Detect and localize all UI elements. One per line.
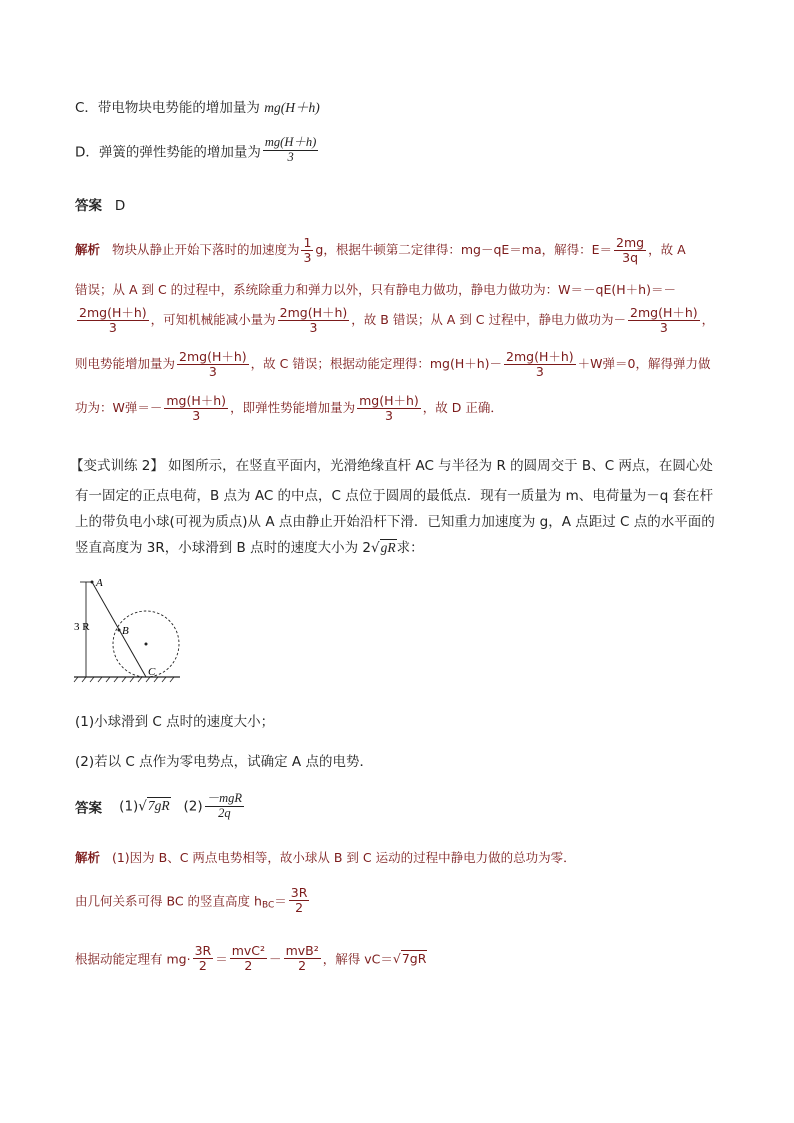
label-c: C [148, 666, 156, 678]
fraction-num: 2mg(H＋h) [79, 305, 147, 320]
text: 功为：W弹＝－ [75, 399, 163, 415]
text: － [269, 951, 282, 967]
option-c-label: C．带电物块电势能的增加量为 [75, 100, 265, 116]
text: ＝ [215, 951, 228, 967]
fraction-den: 2 [244, 957, 253, 973]
fraction [301, 236, 313, 265]
label-a: A [96, 577, 103, 589]
fraction [614, 236, 646, 265]
text: ，故 B 错误；从 A 到 C 过程中，静电力做功为－ [351, 311, 626, 327]
fraction-num: 2mg(H＋h) [179, 349, 247, 364]
analysis-2-line-1 [75, 848, 576, 866]
fraction [628, 306, 700, 335]
text: ，即弹性势能增加量为 [230, 399, 356, 415]
text: ，解得 vC＝ [322, 951, 393, 967]
text: (1)小球滑到 C 点时的速度大小； [75, 714, 275, 730]
text: ， [701, 311, 715, 327]
analysis-label: 解析 [75, 850, 101, 865]
fraction-den: 2 [295, 899, 304, 915]
fraction-den: 3 [384, 407, 393, 423]
fraction-den: 3 [208, 363, 217, 379]
fraction-den: 2 [198, 957, 207, 973]
analysis-1-line-1 [75, 236, 686, 265]
text: (2) [183, 798, 203, 815]
text: 由几何关系可得 BC 的竖直高度 h [75, 893, 262, 909]
fraction-den: 3 [303, 249, 312, 265]
fraction-num: mvB² [285, 943, 319, 958]
variant-line-2 [75, 484, 713, 504]
fraction [205, 792, 244, 821]
text: (1)因为 B、C 两点电势相等，故小球从 B 到 C 运动的过程中静电力做的总功为零． [111, 850, 576, 865]
text: 求： [396, 540, 424, 556]
question-1 [75, 710, 274, 730]
ground-hatch [74, 677, 174, 682]
text: 上的带负电小球(可视为质点)从 A 点由静止开始沿杆下滑．已知重力加速度为 g，A 点距过 C 点的水平面的 [75, 514, 715, 530]
text: ，故 D 正确． [422, 399, 503, 415]
fraction-num: mg(H＋h) [166, 393, 227, 408]
fraction-den: 2 [298, 957, 307, 973]
fraction-num: 1 [303, 235, 312, 250]
text: (2)若以 C 点作为零电势点，试确定 A 点的电势． [75, 754, 373, 770]
fraction-den: 2q [218, 805, 231, 820]
option-c-expr: mg(H＋h) [264, 100, 320, 115]
answer-2: 答案 (1)√7gR (2) $\frac{\text{－mgR}}{2q}$ [75, 791, 243, 820]
sqrt-content: gR [380, 540, 396, 555]
fraction-num: mg(H＋h) [359, 393, 419, 408]
fraction [193, 944, 214, 973]
answer-1 [75, 194, 125, 214]
fraction-den: 3 [659, 319, 668, 335]
analysis-1-line-3 [75, 306, 714, 335]
fraction [357, 394, 421, 423]
point-a [91, 581, 94, 584]
fraction-den: 3 [309, 319, 318, 335]
text: 【变式训练 2】 如图所示，在竖直平面内，光滑绝缘直杆 AC 与半径为 R 的圆周交于 B、C 两点，在圆心处 [70, 458, 713, 474]
fraction-num: 3R [194, 943, 212, 958]
analysis-2-line-3: 根据动能定理有 mg· $\frac{3R}{2}$ ＝ $\frac{\text{mvC²}}{2}$ － $\frac{\text{mvB²}}{2}$ ，解得 vC＝√7gR [75, 943, 427, 973]
analysis-1-line-5 [75, 394, 503, 423]
fraction-den: 3 [535, 363, 544, 379]
option-d-fraction [263, 136, 318, 165]
fraction [164, 394, 228, 423]
text: ，可知机械能减小量为 [150, 311, 276, 327]
option-d [75, 136, 320, 165]
fraction-den: 3 [108, 319, 117, 335]
answer-value: D [114, 198, 126, 214]
text: 根据动能定理有 mg· [75, 951, 191, 967]
fraction-num: 2mg(H＋h) [506, 349, 574, 364]
fraction [289, 886, 310, 915]
fraction [177, 350, 249, 379]
text: 错误；从 A 到 C 的过程中，系统除重力和弹力以外，只有静电力做功，静电力做功为：W＝－qE(H＋h)＝－ [75, 282, 676, 297]
text: 竖直高度为 3R，小球滑到 B 点时的速度大小为 2 [75, 540, 371, 556]
subscript: BC [261, 900, 275, 911]
sqrt-content: 7gR [401, 950, 427, 966]
variant-line-1 [70, 454, 713, 474]
text: 物块从静止开始下落时的加速度为 [111, 241, 300, 257]
text: ＋W弹＝0，解得弹力做 [577, 355, 711, 371]
fraction-den: 3 [287, 149, 294, 164]
text: g，根据牛顿第二定律得：mg－qE＝ma，解得：E＝ [315, 241, 613, 257]
fraction [284, 944, 321, 973]
text: 则电势能增加量为 [75, 355, 176, 371]
fraction [77, 306, 149, 335]
fraction-den: 3q [622, 249, 639, 265]
center-charge [145, 643, 148, 646]
physics-figure [70, 572, 190, 684]
answer-label: 答案 [75, 198, 102, 214]
analysis-2-line-2 [75, 886, 311, 915]
text: ，故 C 错误；根据动能定理得：mg(H＋h)－ [250, 355, 503, 371]
label-b: B [122, 625, 129, 637]
variant-line-4: 竖直高度为 3R，小球滑到 B 点时的速度大小为 2√gR求： [75, 540, 424, 556]
analysis-label: 解析 [75, 241, 101, 257]
fraction-num: 2mg(H＋h) [279, 305, 348, 320]
fraction-den: 3 [192, 407, 201, 423]
fraction [278, 306, 350, 335]
fraction-num: －mgR [206, 791, 243, 805]
text: (1) [119, 798, 139, 815]
variant-line-3 [75, 510, 715, 530]
question-2 [75, 750, 373, 770]
height-label: 3 R [74, 621, 90, 633]
fraction [504, 350, 576, 379]
analysis-1-line-4 [75, 350, 711, 379]
fraction [230, 944, 267, 973]
point-b [118, 629, 121, 632]
sqrt-content: 7gR [147, 798, 170, 814]
option-c [75, 96, 320, 116]
analysis-1-line-2 [75, 280, 676, 298]
fraction-num: 2mg(H＋h) [630, 305, 698, 320]
option-d-label: D．弹簧的弹性势能的增加量为 [75, 144, 261, 161]
fraction-num: mvC² [231, 943, 266, 958]
answer-label: 答案 [75, 800, 102, 817]
fraction-num: 2mg [616, 235, 645, 250]
fraction-num: 3R [290, 885, 308, 900]
text: ，故 A [648, 241, 686, 257]
text: ＝ [274, 893, 287, 909]
text: 有一固定的正点电荷，B 点为 AC 的中点，C 点位于圆周的最低点．现有一质量为 m、电荷量为－q 套在杆 [75, 488, 714, 504]
fraction-num: mg(H＋h) [264, 135, 317, 149]
